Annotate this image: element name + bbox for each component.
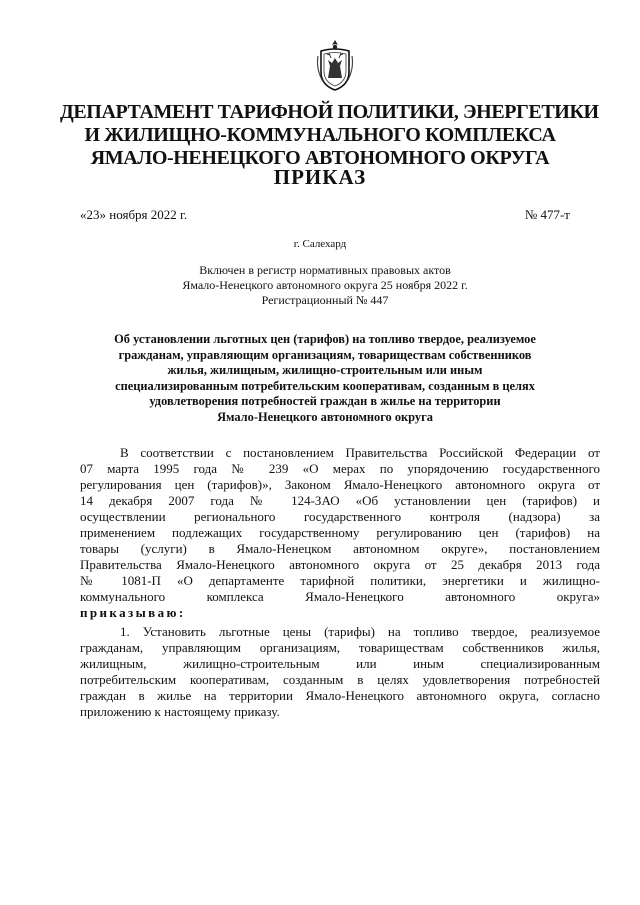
paragraph-line: коммунального комплекса Ямало-Ненецкого автономного округа» bbox=[80, 589, 600, 604]
subject-line: Об установлении льготных цен (тарифов) на топливо твердое, реализуемое bbox=[114, 332, 536, 346]
order-number: № 477-т bbox=[524, 207, 570, 222]
paragraph-line: 07 марта 1995 года № 239 «О мерах по упорядочению государственного bbox=[80, 461, 600, 476]
paragraph-line: 1. Установить льготные цены (тарифы) на топливо твердое, реализуемое bbox=[120, 624, 600, 639]
subject-line: специализированным потребительским кооперативам, созданным в целях bbox=[115, 378, 535, 393]
department-line: ДЕПАРТАМЕНТ ТАРИФНОЙ ПОЛИТИКИ, ЭНЕРГЕТИКИ bbox=[60, 101, 599, 123]
order-date: «23» ноября 2022 г. bbox=[80, 207, 188, 222]
subject-line: жилья, жилищным, жилищно-строительным или иным bbox=[167, 363, 483, 377]
paragraph-line: регулирования цен (тарифов)», Законом Ямало-Ненецкого автономного округа от bbox=[80, 477, 600, 492]
department-name bbox=[60, 101, 599, 170]
paragraph-line: осуществлении регионального государственного контроля (надзора) за bbox=[80, 509, 600, 524]
registry-line: Ямало-Ненецкого автономного округа 25 ноября 2022 г. bbox=[182, 278, 468, 292]
paragraph-line: В соответствии с постановлением Правительства Российской Федерации от bbox=[120, 445, 600, 460]
paragraph-line: приложению к настоящему приказу. bbox=[80, 704, 280, 719]
paragraph-line: № 1081-П «О департаменте тарифной политики, энергетики и жилищно- bbox=[80, 573, 600, 588]
paragraph-line: граждан в жилье на территории Ямало-Ненецкого автономного округа, согласно bbox=[80, 688, 600, 703]
paragraph-line: применением подлежащих государственному регулированию цен (тарифов) на bbox=[80, 525, 600, 540]
registry-note bbox=[150, 263, 500, 308]
registry-line: Включен в регистр нормативных правовых актов bbox=[199, 263, 451, 277]
preamble-paragraph bbox=[80, 445, 600, 621]
paragraph-line: жилищным, жилищно-строительным или иным специализированным bbox=[80, 656, 600, 671]
paragraph-line: товары (услуги) в Ямало-Ненецком автономном округе», постановлением bbox=[80, 541, 600, 556]
order-title: ПРИКАЗ bbox=[273, 165, 367, 189]
coat-of-arms-emblem bbox=[314, 38, 356, 92]
order-subject bbox=[70, 332, 580, 425]
subject-line: Ямало-Ненецкого автономного округа bbox=[217, 409, 433, 424]
paragraph-line: гражданам, управляющим организациям, товариществам собственников жилья, bbox=[80, 640, 600, 655]
paragraph-line: Правительства Ямало-Ненецкого автономного округа от 25 декабря 2013 года bbox=[80, 557, 600, 572]
department-line: И ЖИЛИЩНО-КОММУНАЛЬНОГО КОМПЛЕКСА bbox=[84, 124, 556, 146]
clause-1-paragraph bbox=[80, 624, 600, 720]
directive-word: приказываю: bbox=[80, 605, 186, 620]
department-line: ЯМАЛО-НЕНЕЦКОГО АВТОНОМНОГО ОКРУГА bbox=[90, 147, 550, 169]
subject-line: удовлетворения потребностей граждан в жилье на территории bbox=[149, 394, 501, 408]
registry-line: Регистрационный № 447 bbox=[261, 293, 389, 307]
subject-line: гражданам, управляющим организациям, товариществам собственников bbox=[118, 347, 532, 362]
paragraph-line: 14 декабря 2007 года № 124-ЗАО «Об установлении цен (тарифов) и bbox=[80, 493, 600, 508]
paragraph-line: потребительским кооперативам, созданным в целях удовлетворения потребностей bbox=[80, 672, 600, 687]
city: г. Салехард bbox=[293, 238, 347, 250]
